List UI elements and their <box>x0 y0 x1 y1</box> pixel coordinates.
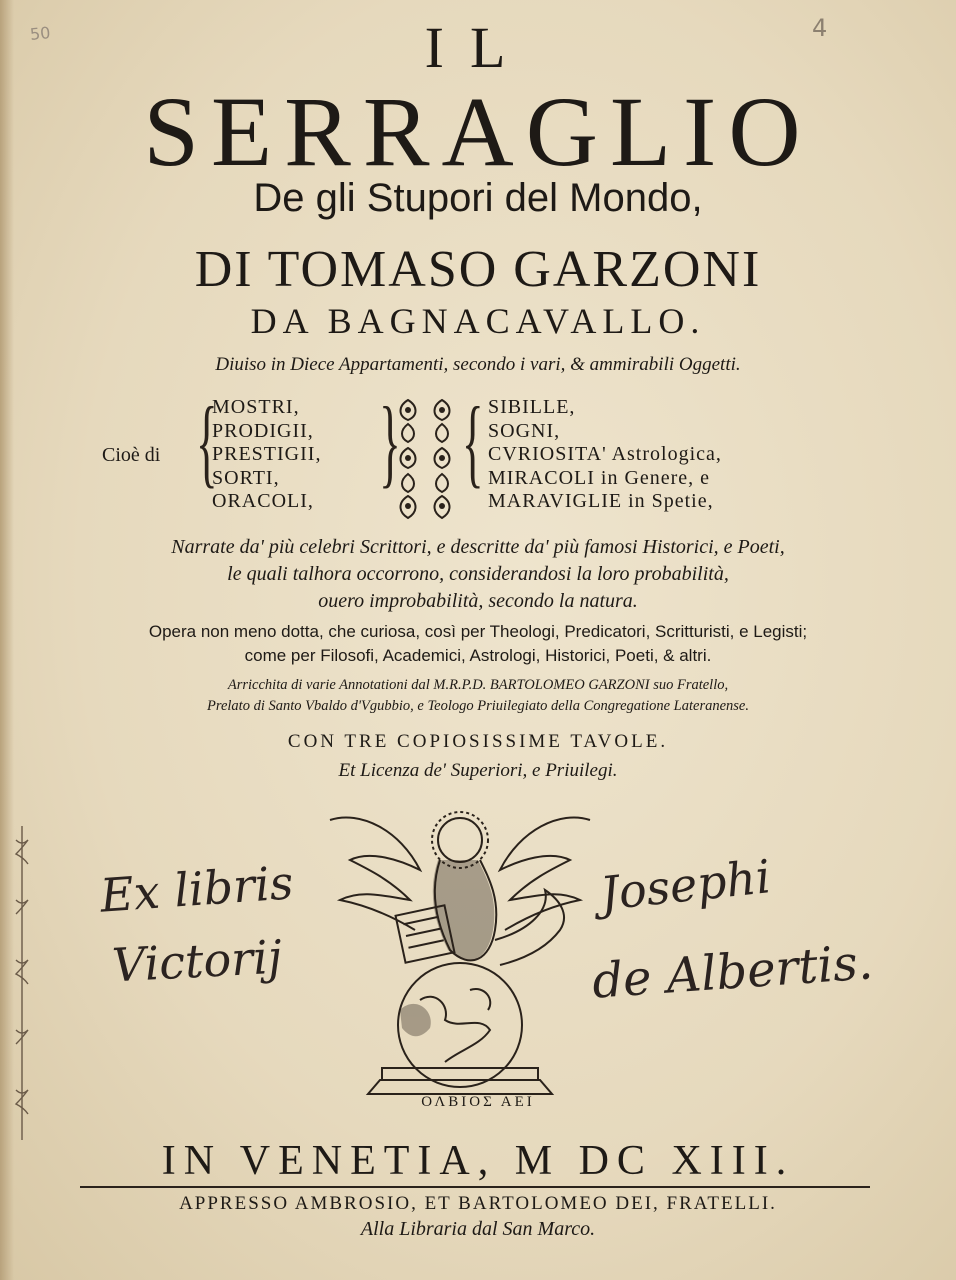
pencil-mark-top-right: 4 <box>812 14 828 42</box>
topics-list-left <box>212 396 321 514</box>
title-il: IL <box>424 15 532 80</box>
topic-item: MOSTRI, <box>212 396 300 418</box>
brace-right-open-icon: { <box>462 386 484 497</box>
topic-item: MARAVIGLIE in Spetie, <box>488 490 714 512</box>
emblem-motto: ΟΛΒΙΟΣ ΑΕΙ <box>421 1094 535 1110</box>
opera-line: come per Filosofi, Academici, Astrologi, Historici, Poeti, & altri. <box>244 646 712 665</box>
annotation-line: Arricchita di varie Annotationi dal M.R.P.D. BARTOLOMEO GARZONI suo Fratello, <box>227 677 729 693</box>
author-line: DI TOMASO GARZONI <box>194 241 762 298</box>
topic-item: PRESTIGII, <box>212 443 322 465</box>
imprint-libreria: Alla Libraria dal San Marco. <box>360 1218 596 1240</box>
topic-item: MIRACOLI in Genere, e <box>488 466 711 489</box>
topic-item: PRODIGII, <box>212 419 314 442</box>
subtitle: De gli Stupori del Mondo, <box>253 176 703 220</box>
ex-libris-handwriting: de Albertis. <box>590 934 875 1010</box>
pencil-mark-top-left: 50 <box>29 22 52 45</box>
topic-item: SIBILLE, <box>488 396 576 418</box>
topic-item: SORTI, <box>212 466 280 489</box>
divided-line: Diuiso in Diece Appartamenti, secondo i vari, & ammirabili Oggetti. <box>215 354 741 375</box>
topic-item: ORACOLI, <box>212 490 314 512</box>
narrative-line: ouero improbabilità, secondo la natura. <box>318 590 638 612</box>
brace-left-close-icon: { <box>379 386 401 497</box>
topics-list-right <box>488 396 722 514</box>
ex-libris-handwriting: Ex libris <box>98 855 295 923</box>
fleuron-ornament-icon <box>394 396 422 522</box>
tavole-line: CON TRE COPIOSISSIME TAVOLE. <box>287 731 669 752</box>
topics-intro: Cioè di <box>102 444 161 466</box>
narrative-line: Narrate da' più celebri Scrittori, e descritte da' più famosi Historici, e Poeti, <box>171 536 785 558</box>
fleuron-ornament-icon <box>428 396 456 522</box>
topic-item: SOGNI, <box>488 419 561 442</box>
topic-item: CVRIOSITA' Astrologica, <box>488 443 722 465</box>
origin-line: DA BAGNACAVALLO. <box>250 301 706 341</box>
licenza-line: Et Licenza de' Superiori, e Priuilegi. <box>338 760 618 781</box>
printers-device-lion-emblem <box>320 800 600 1100</box>
imprint-publisher: APPRESSO AMBROSIO, ET BARTOLOMEO DEI, FRATELLI. <box>179 1193 777 1214</box>
ex-libris-handwriting: Victorij <box>110 929 284 993</box>
ex-libris-handwriting: Josephi <box>597 849 774 921</box>
imprint-rule <box>80 1186 870 1188</box>
opera-line: Opera non meno dotta, che curiosa, così per Theologi, Predicatori, Scritturisti, e Legisti; <box>148 622 808 641</box>
annotation-line: Prelato di Santo Vbaldo d'Vgubbio, e Teologo Priuilegiato della Congregatione Lateranense. <box>207 698 749 714</box>
narrative-line: le quali talhora occorrono, considerandosi la loro probabilità, <box>227 563 729 585</box>
brace-left-open-icon: { <box>196 386 218 497</box>
title-serraglio: SERRAGLIO <box>143 76 813 187</box>
imprint-place-date: IN VENETIA, M DC XIII. <box>161 1138 795 1184</box>
